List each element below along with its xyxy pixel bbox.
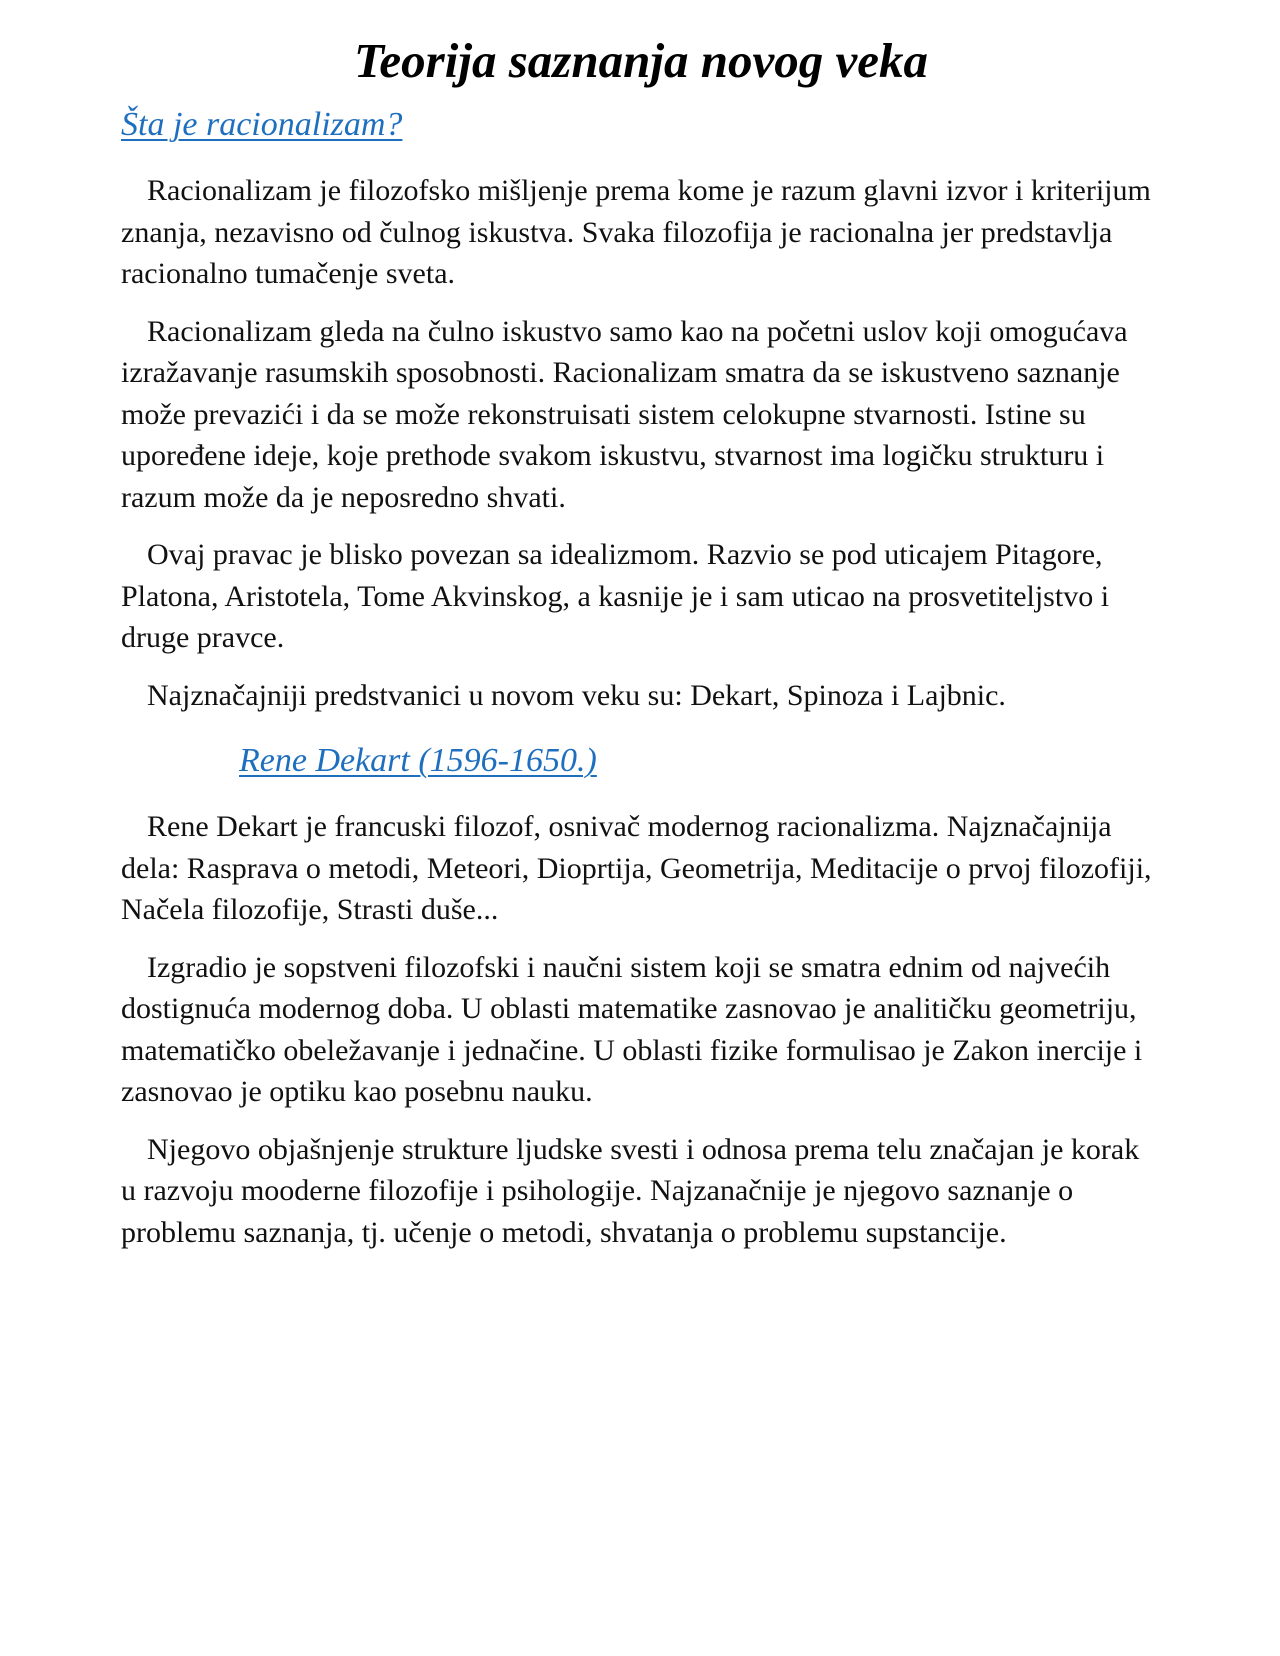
paragraph: Racionalizam je filozofsko mišljenje prema kome je razum glavni izvor i kriterijum znanja, nezavisno od čulnog iskustva. Svaka filozofija je racionalna jer predstavlja racionalno tumačenje sveta. [121, 174, 1151, 290]
paragraph: Izgradio je sopstveni filozofski i naučni sistem koji se smatra ednim od najvećih dostignuća modernog doba. U oblasti matematike zasnovao je analitičku geometriju, matematičko obeležavanje i jednačine. U oblasti fizike formulisao je Zakon inercije i zasnovao je optiku kao posebnu nauku. [121, 950, 1143, 1108]
paragraph: Najznačajniji predstvanici u novom veku su: Dekart, Spinoza i Lajbnic. [147, 678, 1006, 712]
section-heading [121, 102, 1161, 148]
subsection-heading-link[interactable]: Rene Dekart (1596-1650.) [239, 742, 597, 779]
document-page [121, 28, 1161, 1253]
page-title: Teorija saznanja novog veka [354, 33, 928, 88]
paragraph: Racionalizam gleda na čulno iskustvo samo kao na početni uslov koji omogućava izražavanje rasumskih sposobnosti. Racionalizam smatra da se iskustveno saznanje može prevazići i da se može rekonstruisati sistem celokupne stvarnosti. Istine su upoređene ideje, koje prethode svakom iskustvu, stvarnost ima logičku strukturu i razum može da je neposredno shvati. [121, 314, 1128, 514]
paragraph: Ovaj pravac je blisko povezan sa idealizmom. Razvio se pod uticajem Pitagore, Platona, Aristotela, Tome Akvinskog, a kasnije je i sam uticao na prosvetiteljstvo i druge pravce. [121, 538, 1110, 654]
paragraph: Rene Dekart je francuski filozof, osnivač modernog racionalizma. Najznačajnija dela: Rasprava o metodi, Meteori, Dioprtija, Geometrija, Meditacije o prvoj filozofiji, Načela filozofije, Strasti duše... [121, 810, 1152, 926]
paragraph: Njegovo objašnjenje strukture ljudske svesti i odnosa prema telu značajan je korak u razvoju mooderne filozofije i psihologije. Najzanačnije je njegovo saznanje o problemu saznanja, tj. učenje o metodi, shvatanja o problemu supstancije. [121, 1132, 1140, 1249]
section-heading-link[interactable]: Šta je racionalizam? [121, 106, 403, 143]
subsection-heading [239, 738, 1161, 784]
